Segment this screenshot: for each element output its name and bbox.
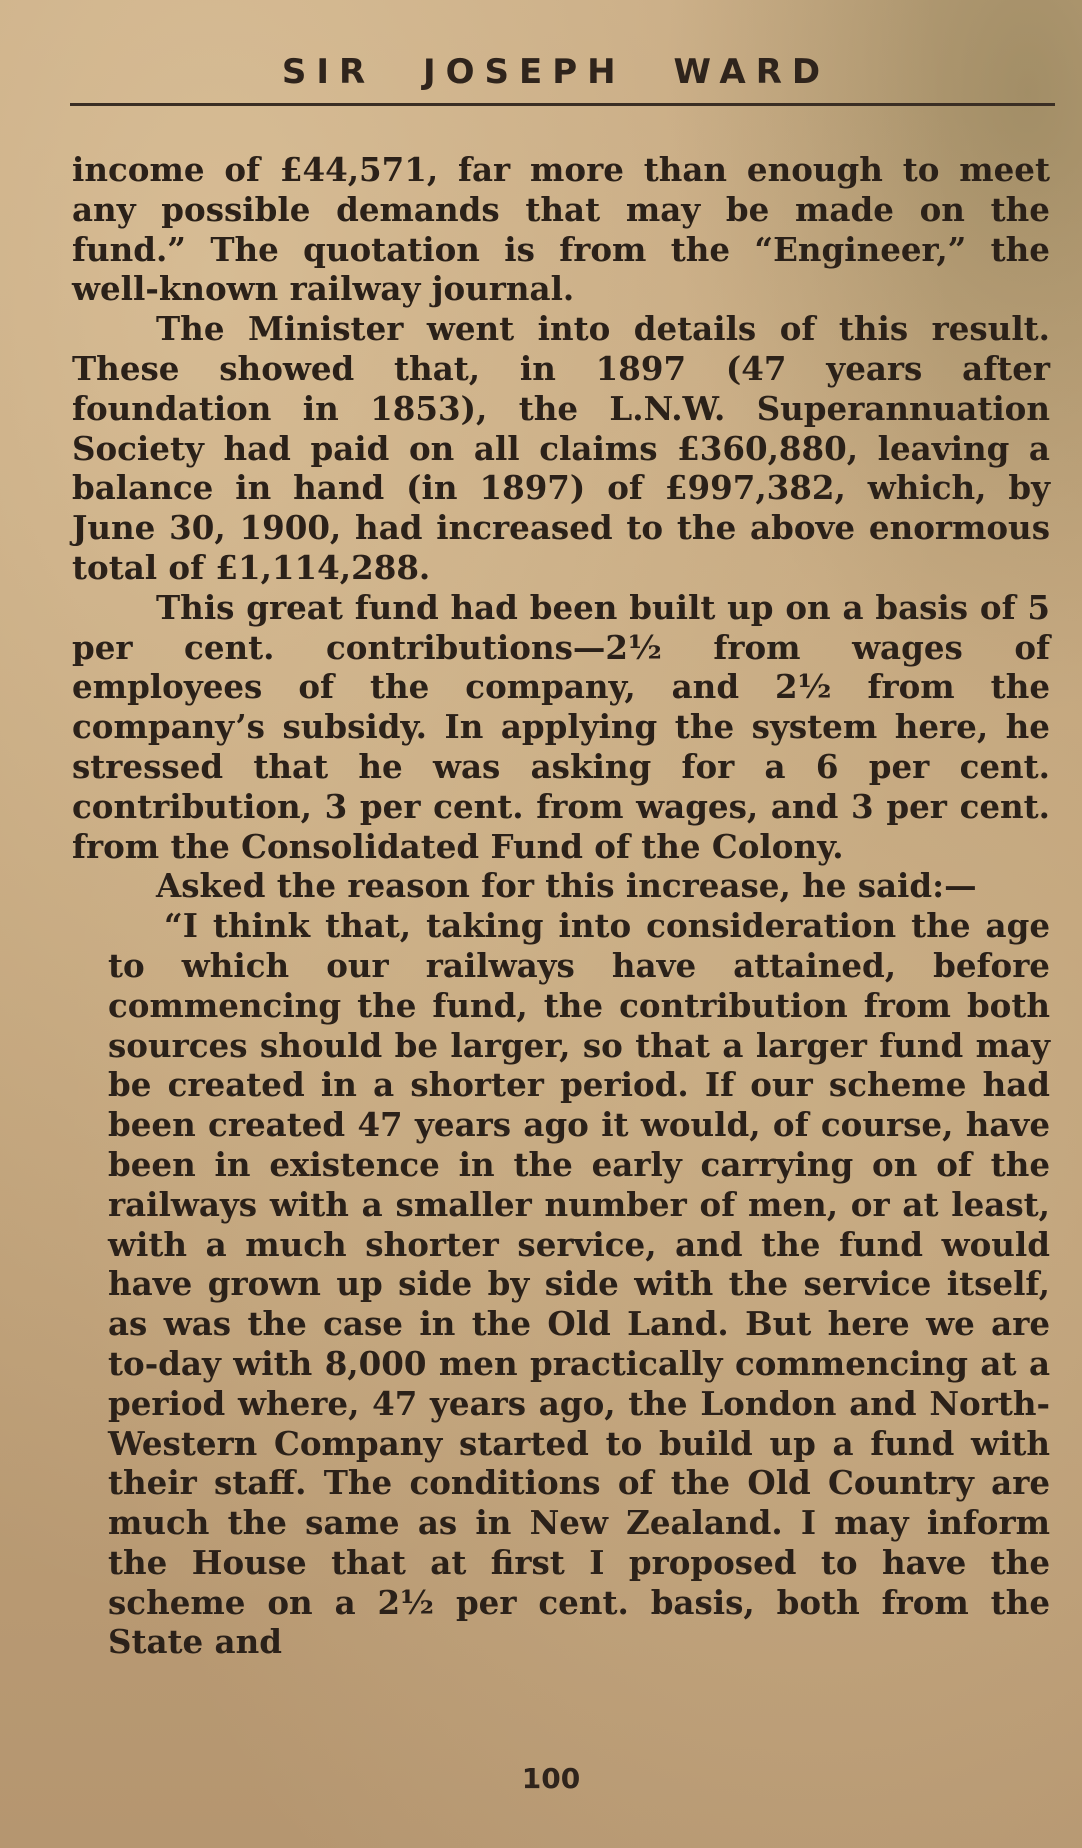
body-text xyxy=(72,150,1050,1662)
paragraph-1: income of £44,571, far more than enough to meet any possible demands that may be made on the fund.” The quotation is from the “Engineer,” the well-known railway journal. xyxy=(72,150,1050,309)
page-number: 100 xyxy=(521,1762,581,1795)
running-head: SIR JOSEPH WARD xyxy=(281,52,831,92)
header-rule xyxy=(70,103,1055,106)
quoted-paragraph: “I think that, taking into consideration the age to which our railways have attained, before commencing the fund, the contribution from both sources should be larger, so that a larger fund may be created in a shorter period. If our scheme had been created 47 years ago it would, of course, have been in existence in the early carrying on of the railways with a smaller number of men, or at least, with a much shorter service, and the fund would have grown up side by side with the service itself, as was the case in the Old Land. But here we are to-day with 8,000 men practically commencing at a period where, 47 years ago, the London and North-Western Company started to build up a fund with their staff. The conditions of the Old Country are much the same as in New Zealand. I may inform the House that at first I proposed to have the scheme on a 2½ per cent. basis, both from the State and xyxy=(108,906,1050,1662)
paragraph-2: The Minister went into details of this result. These showed that, in 1897 (47 years after foundation in 1853), the L.N.W. Superannuation Society had paid on all claims £360,880, leaving a balance in hand (in 1897) of £997,382, which, by June 30, 1900, had increased to the above enormous total of £1,114,288. xyxy=(72,309,1050,587)
paragraph-4: Asked the reason for this increase, he said:— xyxy=(156,866,977,906)
paragraph-3: This great fund had been built up on a basis of 5 per cent. contributions—2½ from wages of employees of the company, and 2½ from the company’s subsidy. In applying the system here, he stressed that he was asking for a 6 per cent. contribution, 3 per cent. from wages, and 3 per cent. from the Consolidated Fund of the Colony. xyxy=(72,587,1050,866)
